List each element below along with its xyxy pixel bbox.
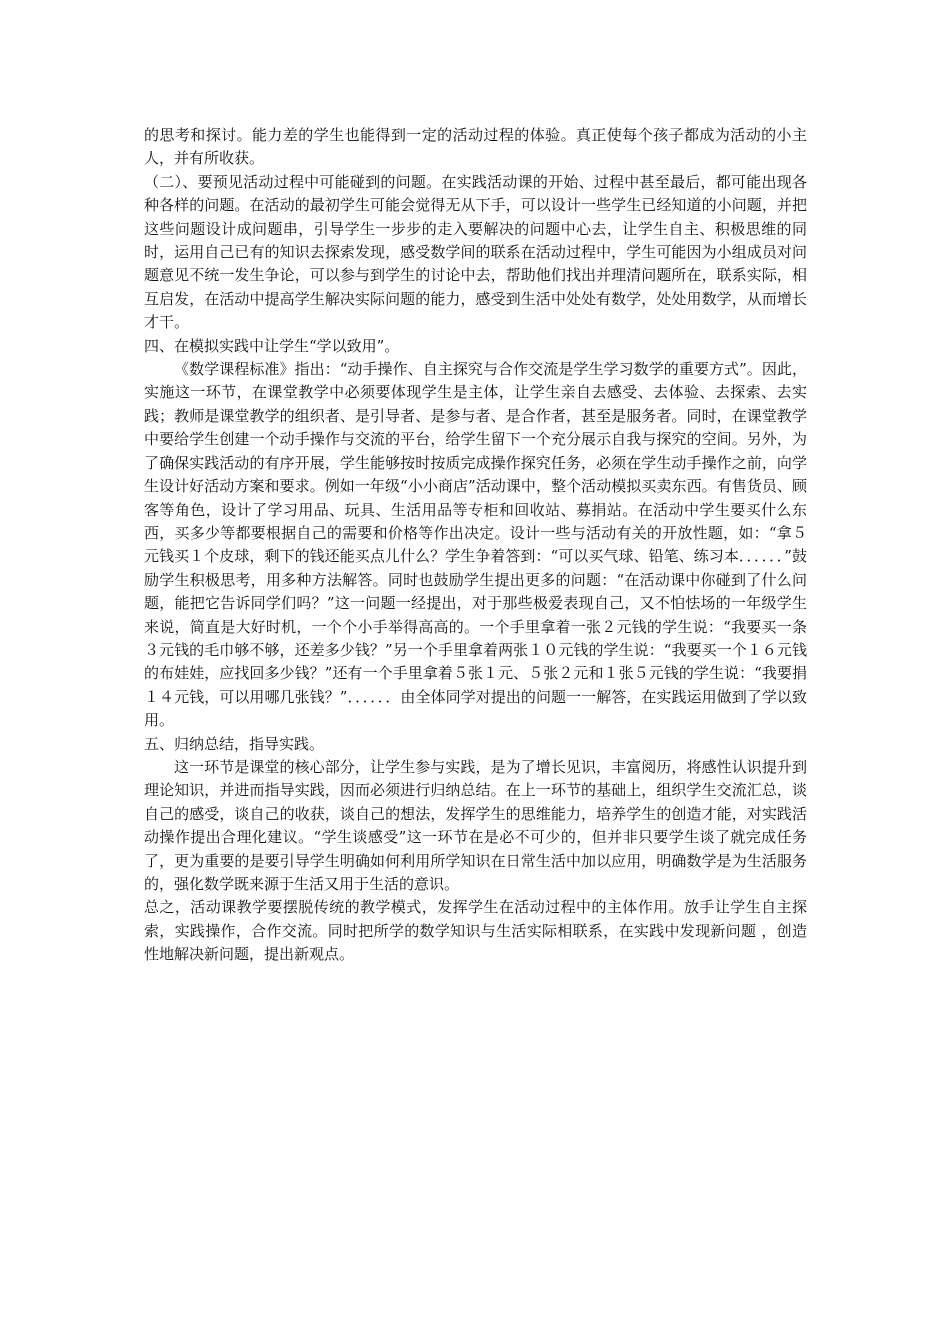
section-heading-four: 四、在模拟实践中让学生“学以致用”。 <box>144 336 400 355</box>
document-page <box>144 124 807 967</box>
paragraph-anticipate-problems: （二）、要预见活动过程中可能碰到的问题。在实践活动课的开始、过程中甚至最后，都可能出现各种各样的问题。在活动的最初学生可能会觉得无从下手，可以设计一些学生已经知道的小问题，并把这些问题设计成问题串，引导学生一步步的走入要解决的问题中心去，让学生自主、积极思维的同时，运用自己已有的知识去探索发现，感受数学间的联系在活动过程中，学生可能因为小组成员对问题意见不统一发生争论，可以参与到学生的讨论中去，帮助他们找出并理清问题所在，联系实际，相互启发，在活动中提高学生解决实际问题的能力，感受到生活中处处有数学，处处用数学，从而增长才干。 <box>144 172 807 332</box>
paragraph-simulated-practice: 《数学课程标准》指出：“动手操作、自主探究与合作交流是学生学习数学的重要方式”。因此，实施这一环节，在课堂教学中必须要体现学生是主体，让学生亲自去感受、去体验、去探索、去实践；教师是课堂教学的组织者、是引导者、是参与者、是合作者，甚至是服务者。同时，在课堂教学中要给学生创建一个动手操作与交流的平台，给学生留下一个充分展示自我与探究的空间。另外，为了确保实践活动的有序开展，学生能够按时按质完成操作探究任务，必须在学生动手操作之前，向学生设计好活动方案和要求。例如一年级“小小商店”活动课中，整个活动模拟买卖东西。有售货员、顾客等角色，设计了学习用品、玩具、生活用品等专柜和回收站、募捐站。在活动中学生要买什么东西，买多少等都要根据自己的需要和价格等作出决定。设计一些与活动有关的开放性题，如：“拿５元钱买１个皮球，剩下的钱还能买点儿什么？学生争着答到：“可以买气球、铅笔、练习本．．．．．．”鼓励学生积极思考，用多种方法解答。同时也鼓励学生提出更多的问题：“在活动课中你碰到了什么问题，能把它告诉同学们吗？”这一问题一经提出，对于那些极爱表现自己，又不怕怯场的一年级学生来说，简直是大好时机，一个个小手举得高高的。一个手里拿着一张２元钱的学生说：“我要买一条３元钱的毛巾够不够，还差多少钱？”另一个手里拿着两张１０元钱的学生说：“我要买一个１６元钱的布娃娃，应找回多少钱？”还有一个手里拿着５张１元、５张２元和１张５元钱的学生说：“我要捐１４元钱，可以用哪几张钱？”．．．．．．由全体同学对提出的问题一一解答，在实践运用做到了学以致用。 <box>144 360 807 730</box>
paragraph-conclusion: 总之，活动课教学要摆脱传统的教学模式，发挥学生在活动过程中的主体作用。放手让学生自主探索，实践操作，合作交流。同时把所学的数学知识与生活实际相联系，在实践中发现新问题 ，创造性地解决新问题，提出新观点。 <box>144 898 807 964</box>
section-heading-five: 五、归纳总结，指导实践。 <box>144 734 325 753</box>
paragraph-summary-guidance: 这一环节是课堂的核心部分，让学生参与实践，是为了增长见识，丰富阅历，将感性认识提升到理论知识，并进而指导实践，因而必须进行归纳总结。在上一环节的基础上，组织学生交流汇总，谈自己的感受，谈自己的收获，谈自己的想法，发挥学生的思维能力，培养学生的创造才能，对实践活动操作提出合理化建议。“学生谈感受”这一环节在是必不可少的，但并非只要学生谈了就完成任务了，更为重要的是要引导学生明确如何利用所学知识在日常生活中加以应用，明确数学是为生活服务的，强化数学既来源于生活又用于生活的意识。 <box>144 757 807 893</box>
paragraph-continuation: 的思考和探讨。能力差的学生也能得到一定的活动过程的体验。真正使每个孩子都成为活动的小主人，并有所收获。 <box>144 126 807 168</box>
